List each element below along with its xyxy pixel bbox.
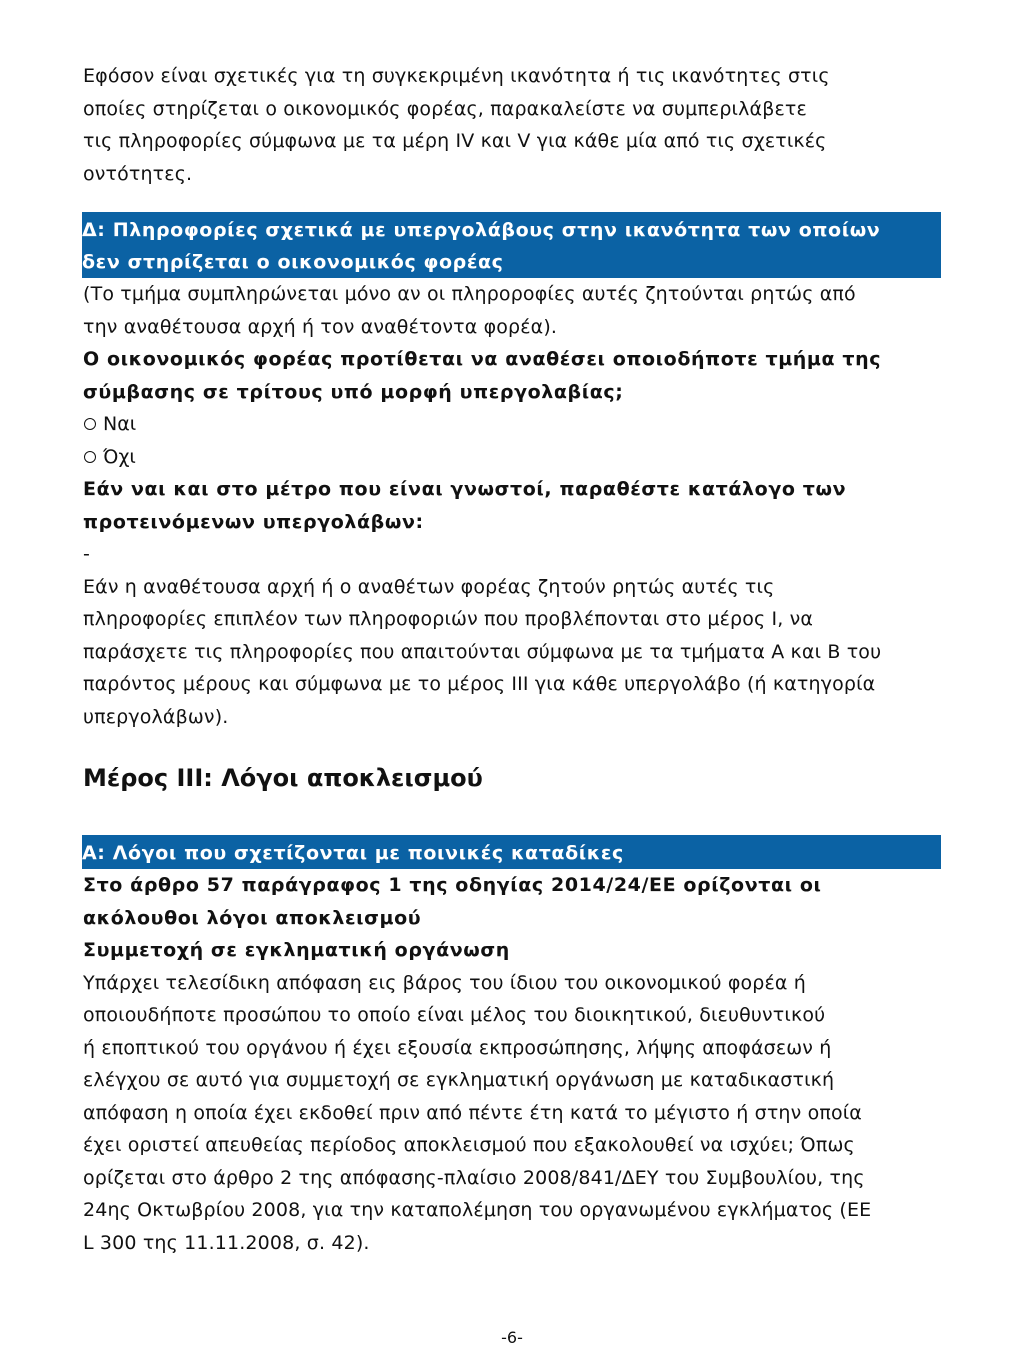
article-line: ακόλουθοι λόγοι αποκλεισμού (83, 906, 422, 929)
body-line: Υπάρχει τελεσίδικη απόφαση εις βάρος του ίδιου του οικονομικού φορέα ή (83, 971, 806, 994)
intro-paragraph (83, 60, 943, 190)
body-line: ή εποπτικού του οργάνου ή έχει εξουσία εκπροσώπησης, λήψης αποφάσεων ή (83, 1036, 832, 1059)
note-line: (Το τμήμα συμπληρώνεται μόνο αν οι πληρορoφίες αυτές ζητούνται ρητώς από (83, 283, 856, 305)
intro-line: τις πληροφορίες σύμφωνα με τα μέρη IV και V για κάθε μία από τις σχετικές (83, 130, 827, 152)
intro-line: οντότητες. (83, 162, 193, 185)
body-line: έχει οριστεί απευθείας περίοδος αποκλεισμού που εξακολουθεί να ισχύει; Όπως (83, 1134, 855, 1156)
subcontractor-list-prompt (83, 473, 943, 538)
part-title: Μέρος III: Λόγοι αποκλεισμού (83, 764, 483, 792)
intro-line: Εφόσον είναι σχετικές για τη συγκεκριμένη ικανότητα ή τις ικανότητες στις (83, 65, 830, 87)
info-line: πληροφορίες επιπλέον των πληροφοριών που προβλέπονται στο μέρος I, να (83, 608, 814, 630)
subheading: Συμμετοχή σε εγκληματική οργάνωση (83, 939, 510, 961)
info-line: Εάν η αναθέτουσα αρχή ή ο αναθέτων φορέας ζητούν ρητώς αυτές τις (83, 575, 775, 598)
option-label: Ναι (103, 413, 137, 435)
article-line: Στο άρθρο 57 παράγραφος 1 της οδηγίας 2014/24/ΕΕ ορίζονται οι (83, 874, 822, 896)
section-d-info (83, 571, 943, 734)
section-a-header (82, 835, 941, 869)
question-line: σύμβασης σε τρίτους υπό μορφή υπεργολαβίας; (83, 380, 624, 403)
note-line: την αναθέτουσα αρχή ή τον αναθέτοντα φορέα). (83, 315, 558, 338)
option-label: Όχι (103, 445, 136, 468)
info-line: παράσχετε τις πληροφορίες που απαιτούνται σύμφωνα με τα τμήματα Α και Β του (83, 640, 882, 663)
body-line: 24ης Οκτωβρίου 2008, για την καταπολέμηση του οργανωμένου εγκλήματος (ΕΕ (83, 1199, 872, 1221)
info-line: παρόντος μέρους και σύμφωνα με το μέρος III για κάθε υπεργολάβο (ή κατηγορία (83, 673, 876, 695)
article-reference (83, 869, 943, 934)
section-d-title-line: δεν στηρίζεται ο οικονομικός φορέας (82, 251, 504, 273)
body-line: οποιουδήποτε προσώπου το οποίο είναι μέλος του διοικητικού, διευθυντικού (83, 1004, 826, 1026)
section-d-title-line: Δ: Πληροφορίες σχετικά με υπεργολάβους στην ικανότητα των οποίων (82, 219, 881, 241)
prompt-line: προτεινόμενων υπεργολάβων: (83, 510, 424, 533)
option-yes[interactable] (83, 408, 943, 441)
body-line: ορίζεται στο άρθρο 2 της απόφασης-πλαίσιο 2008/841/ΔΕΥ του Συμβουλίου, της (83, 1166, 865, 1189)
subcontractor-list-value: - (83, 543, 91, 565)
intro-line: οποίες στηρίζεται ο οικονομικός φορέας, παρακαλείστε να συμπεριλάβετε (83, 97, 807, 120)
section-d-note (83, 278, 943, 343)
subcontract-question (83, 343, 943, 408)
radio-circle-icon[interactable] (84, 418, 96, 430)
body-line: απόφαση η οποία έχει εκδοθεί πριν από πέντε έτη κατά το μέγιστο ή στην οποία (83, 1101, 862, 1124)
body-line: L 300 της 11.11.2008, σ. 42). (83, 1231, 370, 1254)
question-line: Ο οικονομικός φορέας προτίθεται να αναθέσει οποιοδήποτε τμήμα της (83, 348, 882, 370)
radio-circle-icon[interactable] (84, 451, 96, 463)
body-line: ελέγχου σε αυτό για συμμετοχή σε εγκληματική οργάνωση με καταδικαστική (83, 1069, 835, 1091)
section-a-title: Α: Λόγοι που σχετίζονται με ποινικές καταδίκες (82, 842, 624, 864)
prompt-line: Εάν ναι και στο μέτρο που είναι γνωστοί, παραθέστε κατάλογο των (83, 478, 847, 500)
info-line: υπεργολάβων). (83, 705, 229, 728)
section-d-header (82, 212, 941, 278)
section-a-body (83, 967, 943, 1260)
option-no[interactable] (83, 441, 943, 474)
page-number: -6- (501, 1328, 523, 1347)
document-page (83, 60, 943, 1259)
